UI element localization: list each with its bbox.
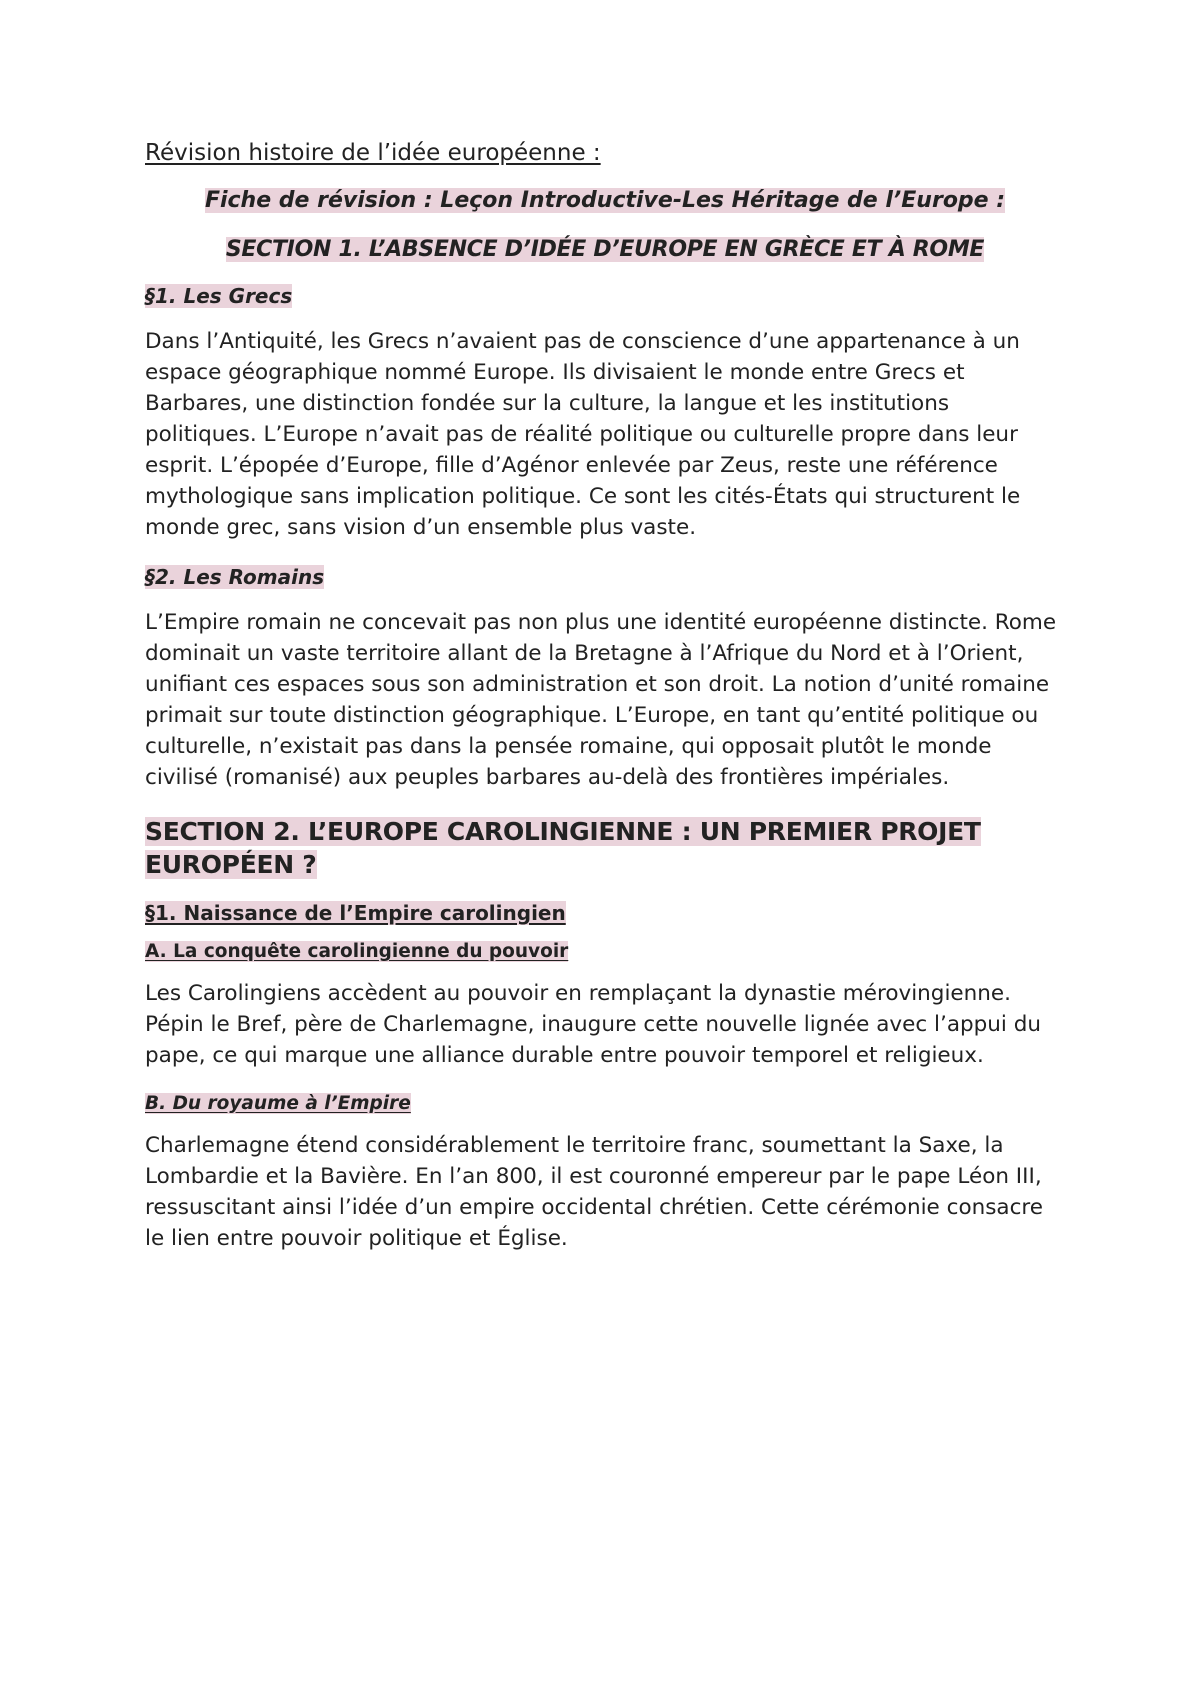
conquest-heading [145, 941, 1065, 962]
kingdom-empire-heading-text: B. Du royaume à l’Empire [145, 1093, 411, 1114]
fiche-heading [145, 188, 1065, 213]
kingdom-empire-paragraph: Charlemagne étend considérablement le territoire franc, soumettant la Saxe, la Lombardie et la Bavière. En l’an 800, il est couronné empereur par le pape Léon III, ressuscitant ainsi l’idée d’un empire occidental chrétien. Cette cérémonie consacre le lien entre pouvoir politique et Église. [145, 1133, 1044, 1251]
section-2-heading [145, 815, 1065, 881]
carolingian-empire-heading-text: §1. Naissance de l’Empire carolingien [145, 901, 566, 925]
romains-paragraph: L’Empire romain ne concevait pas non plus une identité européenne distincte. Rome dominait un vaste territoire allant de la Bretagne à l’Afrique du Nord et à l’Orient, unifiant ces espaces sous son administration et son droit. La notion d’unité romaine primait sur toute distinction géographique. L’Europe, en tant qu’entité politique ou culturelle, n’existait pas dans la pensée romaine, qui opposait plutôt le monde civilisé (romanisé) aux peuples barbares au-delà des frontières impériales. [145, 610, 1057, 790]
carolingian-empire-heading [145, 901, 1065, 925]
romains-heading [145, 565, 1065, 589]
grecs-heading [145, 284, 1065, 308]
grecs-heading-text: §1. Les Grecs [145, 284, 293, 308]
document-title: Révision histoire de l’idée européenne : [145, 140, 601, 166]
section-1-heading-text: SECTION 1. L’ABSENCE D’IDÉE D’EUROPE EN GRÈCE ET À ROME [225, 237, 985, 262]
fiche-heading-text: Fiche de révision : Leçon Introductive-Les Héritage de l’Europe : [204, 188, 1006, 213]
kingdom-empire-heading [145, 1093, 1065, 1114]
conquest-heading-text: A. La conquête carolingienne du pouvoir [145, 941, 569, 962]
section-2-heading-text: SECTION 2. L’EUROPE CAROLINGIENNE : UN PREMIER PROJET EUROPÉEN ? [145, 817, 981, 879]
romains-heading-text: §2. Les Romains [145, 565, 325, 589]
conquest-paragraph: Les Carolingiens accèdent au pouvoir en remplaçant la dynastie mérovingienne. Pépin le Bref, père de Charlemagne, inaugure cette nouvelle lignée avec l’appui du pape, ce qui marque une alliance durable entre pouvoir temporel et religieux. [145, 981, 1041, 1068]
grecs-paragraph: Dans l’Antiquité, les Grecs n’avaient pas de conscience d’une appartenance à un espace géographique nommé Europe. Ils divisaient le monde entre Grecs et Barbares, une distinction fondée sur la culture, la langue et les institutions politiques. L’Europe n’avait pas de réalité politique ou culturelle propre dans leur esprit. L’épopée d’Europe, fille d’Agénor enlevée par Zeus, reste une référence mythologique sans implication politique. Ce sont les cités-États qui structurent le monde grec, sans vision d’un ensemble plus vaste. [145, 329, 1021, 540]
section-1-heading [145, 237, 1065, 262]
